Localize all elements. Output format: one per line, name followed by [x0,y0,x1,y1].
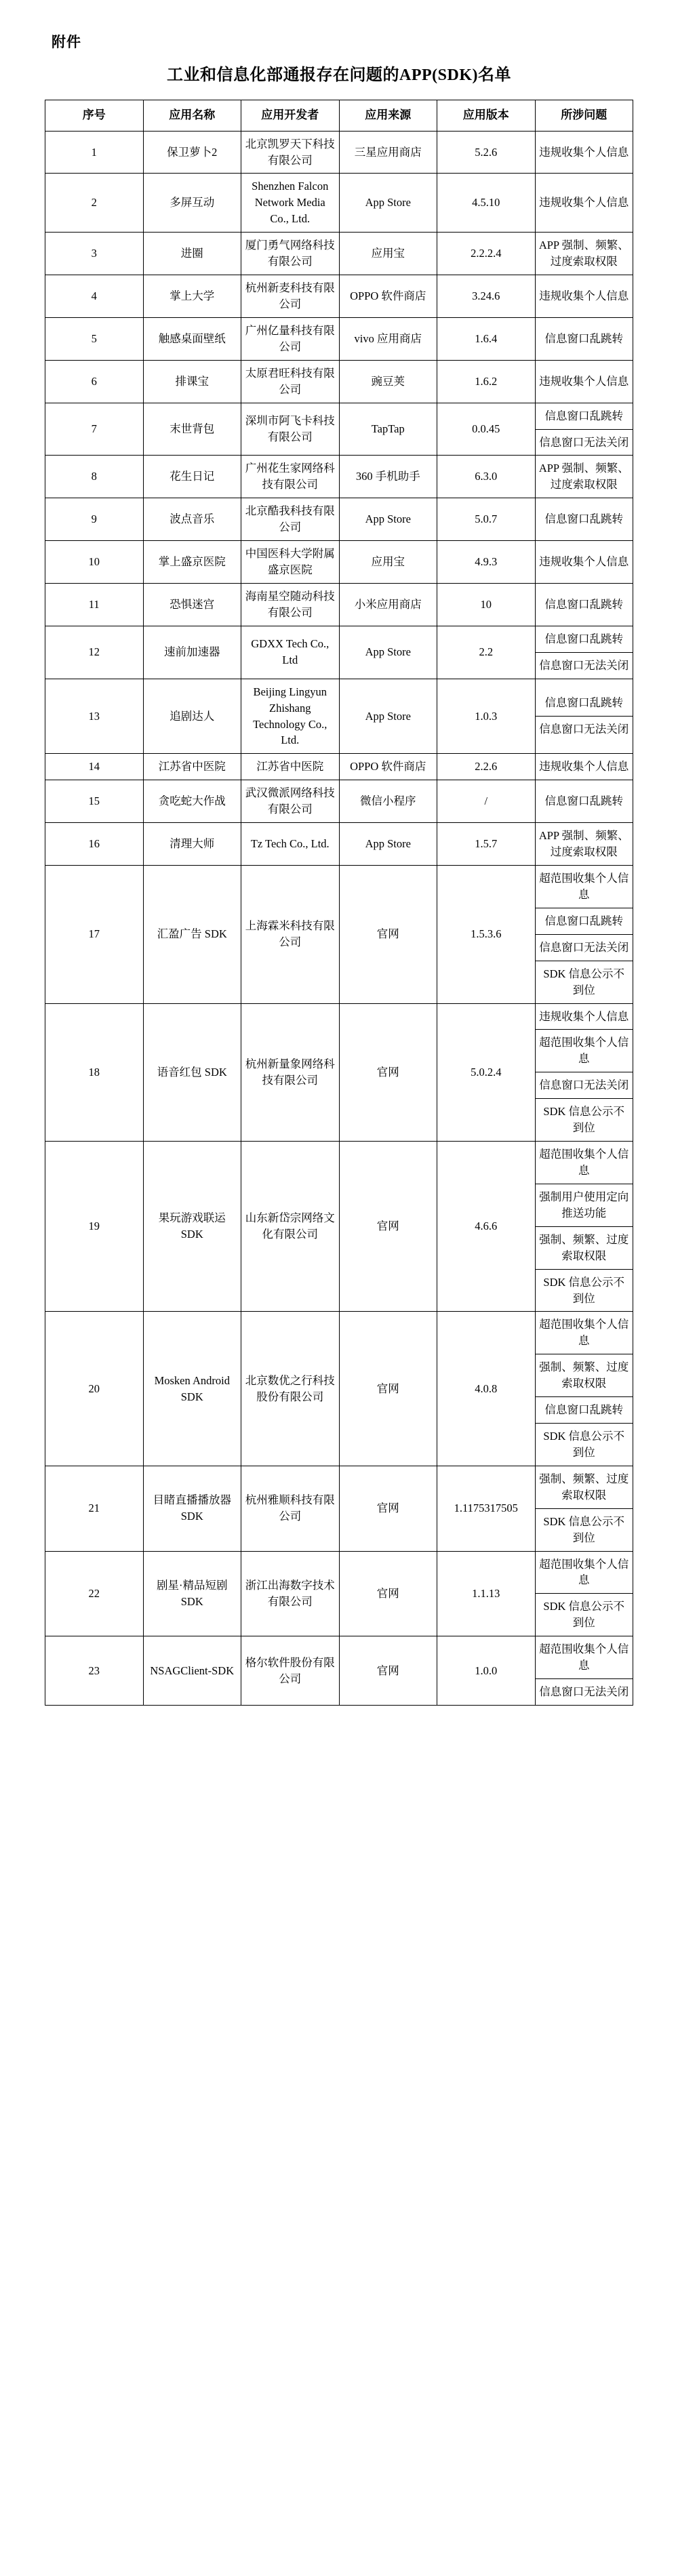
cell-app-name: Mosken Android SDK [143,1312,241,1466]
page-title: 工业和信息化部通报存在问题的APP(SDK)名单 [167,66,511,84]
header-app-name: 应用名称 [143,100,241,132]
issue-item: 信息窗口无法关闭 [536,1072,633,1099]
cell-issues [535,1142,633,1312]
cell-version: 5.0.7 [437,498,536,541]
cell-issues [535,131,633,174]
issue-item: 违规收集个人信息 [539,374,629,388]
cell-app-name: 追剧达人 [143,679,241,754]
cell-index: 1 [45,131,144,174]
issue-item: 超范围收集个人信息 [536,1552,633,1594]
cell-issues [535,275,633,318]
cell-issues [535,865,633,1003]
cell-issues [535,1551,633,1636]
cell-app-name: 波点音乐 [143,498,241,541]
cell-developer: 厦门勇气网络科技有限公司 [241,233,340,275]
table-row [45,1466,633,1551]
table-row [45,1142,633,1312]
cell-source: TapTap [339,403,437,456]
cell-version: 0.0.45 [437,403,536,456]
cell-app-name: 目睹直播播放器 SDK [143,1466,241,1551]
cell-index: 18 [45,1003,144,1142]
table-row [45,865,633,1003]
cell-index: 2 [45,174,144,233]
cell-version: 1.6.4 [437,317,536,360]
issue-item: 信息窗口乱跳转 [544,512,623,526]
cell-index: 8 [45,456,144,498]
cell-app-name: 江苏省中医院 [143,754,241,780]
cell-version: 1.0.3 [437,679,536,754]
cell-developer: Beijing Lingyun Zhishang Technology Co., Ltd. [241,679,340,754]
cell-index: 7 [45,403,144,456]
issue-item: 违规收集个人信息 [539,289,629,303]
cell-developer: Tz Tech Co., Ltd. [241,823,340,866]
table-row [45,174,633,233]
cell-index: 15 [45,780,144,823]
cell-version: 1.6.2 [437,360,536,403]
cell-issues [535,780,633,823]
cell-issues [535,498,633,541]
issue-item: 超范围收集个人信息 [536,1142,633,1184]
cell-version: 6.3.0 [437,456,536,498]
cell-index: 12 [45,626,144,679]
table-row [45,780,633,823]
issue-item: 违规收集个人信息 [536,1004,633,1030]
header-issues: 所涉问题 [535,100,633,132]
issue-item: APP 强制、频繁、过度索取权限 [538,462,629,491]
cell-version: / [437,780,536,823]
app-list-table [45,100,633,1706]
table-row [45,403,633,456]
cell-version: 10 [437,584,536,626]
cell-index: 10 [45,541,144,584]
issue-item: 信息窗口乱跳转 [536,403,633,430]
header-source: 应用来源 [339,100,437,132]
issue-item: 强制用户使用定向推送功能 [536,1184,633,1227]
issue-item: 超范围收集个人信息 [536,1636,633,1679]
cell-issues [535,317,633,360]
table-row [45,754,633,780]
cell-app-name: 多屏互动 [143,174,241,233]
cell-source: vivo 应用商店 [339,317,437,360]
issue-item: 信息窗口无法关闭 [539,435,629,449]
table-row [45,584,633,626]
cell-source: 微信小程序 [339,780,437,823]
cell-source: 应用宝 [339,541,437,584]
table-row [45,1003,633,1142]
issue-item: 强制、频繁、过度索取权限 [536,1227,633,1270]
table-header-row [45,100,633,132]
issue-item: 信息窗口乱跳转 [544,794,623,808]
cell-developer: Shenzhen Falcon Network Media Co., Ltd. [241,174,340,233]
cell-app-name: 掌上大学 [143,275,241,318]
cell-version: 1.1.13 [437,1551,536,1636]
cell-issues [535,1312,633,1466]
cell-developer: GDXX Tech Co., Ltd [241,626,340,679]
cell-index: 9 [45,498,144,541]
cell-source: 豌豆荚 [339,360,437,403]
cell-version: 2.2 [437,626,536,679]
cell-developer: 格尔软件股份有限公司 [241,1636,340,1706]
cell-version: 5.0.2.4 [437,1003,536,1142]
issue-item: SDK 信息公示不到位 [543,1600,625,1630]
cell-index: 21 [45,1466,144,1551]
cell-app-name: 进圈 [143,233,241,275]
cell-app-name: 触感桌面壁纸 [143,317,241,360]
cell-issues [535,456,633,498]
cell-index: 14 [45,754,144,780]
cell-issues [535,679,633,754]
cell-developer: 海南星空随动科技有限公司 [241,584,340,626]
cell-index: 22 [45,1551,144,1636]
cell-source: 官网 [339,1636,437,1706]
cell-source: 官网 [339,1003,437,1142]
cell-index: 11 [45,584,144,626]
cell-app-name: 花生日记 [143,456,241,498]
issue-item: SDK 信息公示不到位 [543,1105,625,1135]
cell-issues [535,233,633,275]
cell-app-name: NSAGClient-SDK [143,1636,241,1706]
cell-developer: 山东新岱宗网络文化有限公司 [241,1142,340,1312]
cell-developer: 杭州新麦科技有限公司 [241,275,340,318]
cell-source: 官网 [339,865,437,1003]
cell-app-name: 清理大师 [143,823,241,866]
cell-index: 23 [45,1636,144,1706]
issue-item: 超范围收集个人信息 [536,1030,633,1072]
header-version: 应用版本 [437,100,536,132]
cell-app-name: 汇盈广告 SDK [143,865,241,1003]
issue-item: 强制、频繁、过度索取权限 [536,1354,633,1397]
cell-developer: 北京数优之行科技股份有限公司 [241,1312,340,1466]
cell-developer: 广州花生家网络科技有限公司 [241,456,340,498]
table-row [45,1636,633,1706]
issue-item: 超范围收集个人信息 [536,866,633,908]
table-row [45,317,633,360]
cell-version: 1.1175317505 [437,1466,536,1551]
cell-version: 4.0.8 [437,1312,536,1466]
cell-developer: 武汉微派网络科技有限公司 [241,780,340,823]
table-row [45,679,633,754]
issue-item: SDK 信息公示不到位 [543,1275,625,1305]
issue-item: APP 强制、频繁、过度索取权限 [538,829,629,859]
cell-source: 应用宝 [339,233,437,275]
cell-app-name: 排课宝 [143,360,241,403]
cell-developer: 深圳市阿飞卡科技有限公司 [241,403,340,456]
cell-version: 3.24.6 [437,275,536,318]
table-row [45,541,633,584]
cell-index: 6 [45,360,144,403]
cell-version: 1.5.7 [437,823,536,866]
issue-item: 信息窗口无法关闭 [536,935,633,961]
cell-issues [535,584,633,626]
cell-developer: 杭州新量象网络科技有限公司 [241,1003,340,1142]
table-row [45,1551,633,1636]
cell-developer: 中国医科大学附属盛京医院 [241,541,340,584]
header-developer: 应用开发者 [241,100,340,132]
cell-issues [535,823,633,866]
cell-version: 4.6.6 [437,1142,536,1312]
issue-item: 信息窗口无法关闭 [539,723,629,736]
issue-item: 信息窗口乱跳转 [536,626,633,653]
cell-app-name: 果玩游戏联运 SDK [143,1142,241,1312]
issue-item: SDK 信息公示不到位 [543,1514,625,1544]
cell-developer: 上海霖米科技有限公司 [241,865,340,1003]
issue-item: 信息窗口乱跳转 [536,908,633,935]
issue-item: 信息窗口乱跳转 [544,331,623,345]
table-row [45,626,633,679]
cell-index: 3 [45,233,144,275]
cell-index: 16 [45,823,144,866]
cell-developer: 太原君旺科技有限公司 [241,360,340,403]
cell-source: App Store [339,823,437,866]
cell-source: OPPO 软件商店 [339,275,437,318]
cell-issues [535,754,633,780]
cell-issues [535,541,633,584]
cell-app-name: 剧星·精品短剧 SDK [143,1551,241,1636]
cell-issues [535,174,633,233]
cell-app-name: 恐惧迷宫 [143,584,241,626]
cell-app-name: 保卫萝卜2 [143,131,241,174]
cell-index: 20 [45,1312,144,1466]
issue-item: 违规收集个人信息 [539,145,629,159]
attachment-label: 附件 [52,34,81,50]
cell-version: 5.2.6 [437,131,536,174]
issue-item: 信息窗口乱跳转 [536,690,633,717]
issue-item: 违规收集个人信息 [539,760,629,773]
cell-issues [535,626,633,679]
cell-version: 2.2.6 [437,754,536,780]
cell-version: 4.5.10 [437,174,536,233]
table-body [45,131,633,1705]
cell-developer: 浙江出海数字技术有限公司 [241,1551,340,1636]
cell-issues [535,1003,633,1142]
cell-source: OPPO 软件商店 [339,754,437,780]
cell-index: 5 [45,317,144,360]
cell-developer: 北京凯罗天下科技有限公司 [241,131,340,174]
cell-source: App Store [339,626,437,679]
cell-developer: 北京酷我科技有限公司 [241,498,340,541]
table-row [45,131,633,174]
cell-source: 360 手机助手 [339,456,437,498]
table-row [45,498,633,541]
cell-issues [535,1636,633,1706]
issue-item: 信息窗口乱跳转 [544,597,623,611]
issue-item: 违规收集个人信息 [539,196,629,209]
table-row [45,456,633,498]
cell-version: 1.5.3.6 [437,865,536,1003]
cell-app-name: 速前加速器 [143,626,241,679]
cell-version: 1.0.0 [437,1636,536,1706]
issue-item: 信息窗口无法关闭 [539,1685,629,1699]
cell-app-name: 语音红包 SDK [143,1003,241,1142]
cell-index: 4 [45,275,144,318]
cell-developer: 广州亿量科技有限公司 [241,317,340,360]
table-row [45,823,633,866]
issue-item: 强制、频繁、过度索取权限 [536,1466,633,1509]
issue-item: 信息窗口乱跳转 [536,1397,633,1424]
cell-developer: 杭州雅顺科技有限公司 [241,1466,340,1551]
table-row [45,233,633,275]
cell-source: 三星应用商店 [339,131,437,174]
cell-app-name: 末世背包 [143,403,241,456]
cell-source: 官网 [339,1312,437,1466]
cell-source: 官网 [339,1551,437,1636]
table-row [45,275,633,318]
cell-index: 17 [45,865,144,1003]
issue-item: SDK 信息公示不到位 [543,1430,625,1459]
issue-item: 超范围收集个人信息 [536,1312,633,1354]
cell-source: App Store [339,498,437,541]
cell-source: 小米应用商店 [339,584,437,626]
header-index: 序号 [45,100,144,132]
issue-item: 信息窗口无法关闭 [539,658,629,672]
cell-source: App Store [339,174,437,233]
cell-app-name: 贪吃蛇大作战 [143,780,241,823]
cell-issues [535,360,633,403]
cell-index: 19 [45,1142,144,1312]
cell-app-name: 掌上盛京医院 [143,541,241,584]
table-row [45,1312,633,1466]
cell-issues [535,1466,633,1551]
cell-index: 13 [45,679,144,754]
cell-version: 4.9.3 [437,541,536,584]
issue-item: SDK 信息公示不到位 [543,967,625,997]
issue-item: 违规收集个人信息 [539,555,629,569]
issue-item: APP 强制、频繁、过度索取权限 [538,239,629,268]
cell-developer: 江苏省中医院 [241,754,340,780]
cell-version: 2.2.2.4 [437,233,536,275]
cell-source: 官网 [339,1466,437,1551]
cell-issues [535,403,633,456]
cell-source: App Store [339,679,437,754]
table-row [45,360,633,403]
cell-source: 官网 [339,1142,437,1312]
